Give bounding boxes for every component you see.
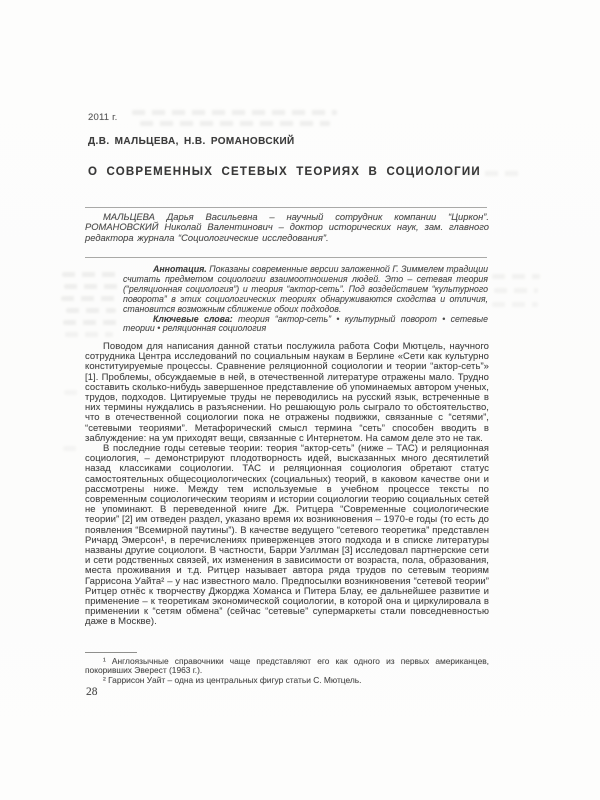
bleed-through-artifact <box>65 332 113 337</box>
article-body <box>85 342 489 628</box>
bleed-through-artifact <box>66 308 116 313</box>
footnote-1: ¹ Англоязычные справочники чаще представляют его как одного из первых американцев, покоривших Эверест (1963 г.). <box>85 656 489 676</box>
bleed-through-artifact <box>63 446 83 451</box>
bleed-through-artifact <box>140 121 330 126</box>
article-title: О СОВРЕМЕННЫХ СЕТЕВЫХ ТЕОРИЯХ В СОЦИОЛОГИИ <box>88 166 481 178</box>
header-divider <box>85 207 487 208</box>
abstract-text: Показаны современные версии заложенной Г. Зиммелем традиции считать предметом социологии взаимоотношения людей. Это – сетевая теория (“реляционная социология”) и теория “актор-сеть”. Под воздействием “культурного поворота” в этих социологических теориях обнаруживаются сходства и отличия, становится возможным сближение обоих подходов. <box>123 264 488 314</box>
bleed-through-artifact <box>61 296 121 301</box>
body-paragraph-2: В последние годы сетевые теории: теория “актор-сеть” (ниже – ТАС) и реляционная социология, – демонстрируют плодотворность идей, высказанных много десятилетий назад классиками социологии. ТАС и реляционная социология обретают статус самостоятельных общесоциологических (социальных) теорий, в каковом качестве они и рассмотрены ниже. Между тем используемые в учебном процессе тексты по современным социологическим теориям и истории социологии теорию социальных сетей не упоминают. В переведенной книге Дж. Ритцера “Современные социологические теории” [2] им отведен раздел, указано время их возникновения – 1970-е годы (то есть до появления “Всемирной паутины”). В качестве ведущего “сетевого теоретика” представлен Ричард Эмерсон¹, в перечислениях приверженцев этого подхода и в списке литературы названы другие социологи. В частности, Барри Уэллман [3] исследовал партнерские сети и сети родственных связей, их изменения в зависимости от возраста, пола, образования, места проживания и т.д. Ритцер называет автора ряда трудов по сетевым теориям Гаррисона Уайта² – у нас известного мало. Предпосылки возникновения “сетевой теории” Ритцер отнёс к творчеству Джорджа Хоманса и Питера Блау, ее дальнейшее развитие и применение – к теоретикам экономической социологии, в которой она и циркулировала в применении к “сетям обмена” (сейчас “сетевые” супермаркеты стали повседневностью даже в Москве). <box>85 443 489 628</box>
bio-divider <box>85 257 487 258</box>
footnotes-block <box>85 657 489 685</box>
bleed-through-artifact <box>64 284 118 289</box>
bleed-through-artifact <box>494 288 538 293</box>
keywords-text: теория “актор-сеть” • культурный поворот • сетевые теории • реляционная социология <box>123 313 489 334</box>
bleed-through-artifact <box>62 272 120 277</box>
abstract-label: Аннотация. <box>153 264 207 274</box>
page-number: 28 <box>86 686 98 698</box>
abstract-block <box>123 265 488 334</box>
bleed-through-artifact <box>63 320 119 325</box>
keywords-label: Ключевые слова: <box>153 313 233 324</box>
footnote-2: ² Гаррисон Уайт – одна из центральных фигур статьи С. Мютцель. <box>103 674 362 685</box>
year-label: 2011 г. <box>88 112 118 123</box>
footnote-divider <box>85 652 137 653</box>
authors-line: Д.В. МАЛЬЦЕВА, Н.В. РОМАНОВСКИЙ <box>88 136 295 147</box>
bleed-through-artifact <box>132 110 337 115</box>
bleed-through-artifact <box>492 302 538 307</box>
body-paragraph-1: Поводом для написания данной статьи послужила работа Софи Мютцель, научного сотрудника Центра исследований по социальным наукам в Берлине «Сети как культурно конституируемые процессы. Сравнение реляционной социологии и теории “актор-сеть”» [1]. Проблемы, обсуждаемые в ней, в отечественной литературе отражены мало. Трудно составить сколько-нибудь завершенное представление об упоминаемых автором ученых, трудов, подходов. Цитируемые труды не переводились на русский язык, встреченные в них термины нуждались в разъяснении. Но решающую роль сыграло то обстоятельство, что в отечественной социологии пока не отражены подвижки, связанные с “сетями”, “сетевыми теориями”. Метафорический смысл термина “сеть” способен вводить в заблуждение: на ум приходят вещи, связанные с Интернетом. На самом деле это не так. <box>85 341 489 444</box>
abstract-paragraph <box>123 265 488 315</box>
bleed-through-artifact <box>492 274 540 279</box>
bleed-through-artifact <box>64 390 82 395</box>
keywords-paragraph <box>123 315 488 335</box>
authors-bio: МАЛЬЦЕВА Дарья Васильевна – научный сотрудник компании “Циркон”. РОМАНОВСКИЙ Николай Валентинович – доктор исторических наук, зам. главного редактора журнала “Социологические исследования”. <box>85 211 489 243</box>
